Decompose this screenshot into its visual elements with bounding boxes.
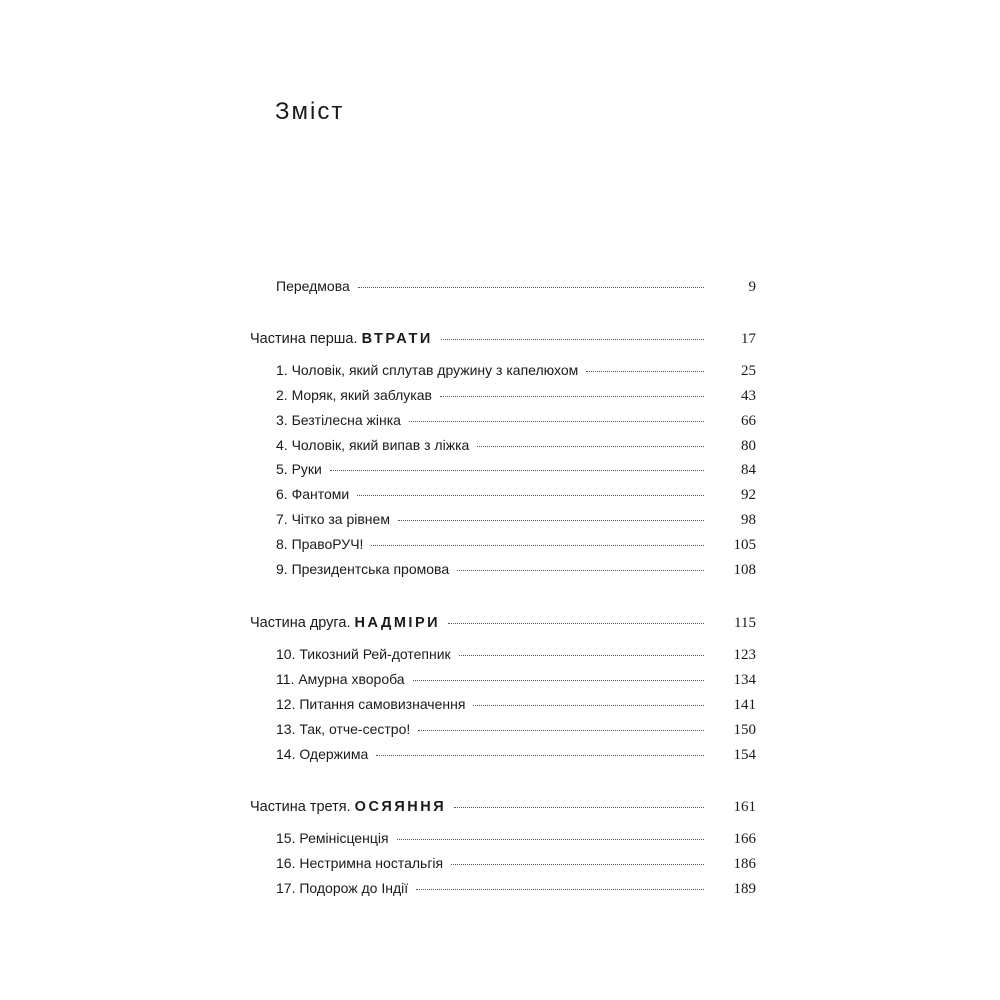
toc-page-number: 66 xyxy=(741,413,756,429)
toc-page-number: 43 xyxy=(741,388,756,404)
toc-entry-label: 7. Чітко за рівнем xyxy=(276,511,390,527)
toc-entry[interactable] xyxy=(276,746,756,764)
toc-page-number: 17 xyxy=(741,331,756,347)
dot-leader xyxy=(448,623,704,624)
toc-entry-label: 3. Безтілесна жінка xyxy=(276,412,401,428)
toc-entry[interactable] xyxy=(276,362,756,380)
toc-entry-label: 14. Одержима xyxy=(276,746,369,762)
toc-page-number: 108 xyxy=(733,562,756,578)
dot-leader xyxy=(397,839,704,840)
toc-page-number: 141 xyxy=(733,697,756,713)
dot-leader xyxy=(586,371,704,372)
toc-entry[interactable] xyxy=(276,855,756,873)
part-prefix: Частина третя. xyxy=(250,799,355,815)
toc-entry[interactable] xyxy=(276,830,756,848)
dot-leader xyxy=(357,495,704,496)
toc-entry[interactable] xyxy=(276,561,756,579)
toc-page-number: 115 xyxy=(734,615,756,631)
toc-page-number: 161 xyxy=(733,799,756,815)
toc-page-number: 150 xyxy=(733,722,756,738)
dot-leader xyxy=(477,446,704,447)
toc-entry-label: 5. Руки xyxy=(276,461,322,477)
toc-page-number: 84 xyxy=(741,462,756,478)
toc-entry[interactable] xyxy=(276,536,756,554)
dot-leader xyxy=(398,520,704,521)
toc-page-number: 98 xyxy=(741,512,756,528)
part-title: НАДМІРИ xyxy=(354,615,441,631)
toc-page-number: 154 xyxy=(733,747,756,763)
dot-leader xyxy=(418,730,704,731)
toc-page-number: 123 xyxy=(733,647,756,663)
toc-entry[interactable] xyxy=(276,437,756,455)
dot-leader xyxy=(473,705,704,706)
toc-entry[interactable] xyxy=(276,721,756,739)
dot-leader xyxy=(376,755,704,756)
toc-page-number: 80 xyxy=(741,438,756,454)
toc-entry[interactable] xyxy=(276,387,756,405)
toc-entry[interactable] xyxy=(276,646,756,664)
dot-leader xyxy=(413,680,704,681)
toc-page-number: 9 xyxy=(748,279,756,295)
toc-part-label xyxy=(250,799,446,815)
toc-part-label xyxy=(250,615,440,631)
toc-entry[interactable] xyxy=(276,880,756,898)
toc-entry-label: 10. Тикозний Рей-дотепник xyxy=(276,646,451,662)
toc-entry[interactable] xyxy=(276,696,756,714)
toc-part-1[interactable] xyxy=(250,331,756,348)
toc-part-label xyxy=(250,331,433,347)
toc-entry[interactable] xyxy=(276,486,756,504)
toc-entry-label: 17. Подорож до Індії xyxy=(276,880,409,896)
toc-page-number: 134 xyxy=(733,672,756,688)
toc-entry[interactable] xyxy=(276,412,756,430)
toc-entry-label: 4. Чоловік, який випав з ліжка xyxy=(276,437,470,453)
part-prefix: Частина друга. xyxy=(250,615,355,631)
toc-page-number: 25 xyxy=(741,363,756,379)
dot-leader xyxy=(441,339,704,340)
toc-entry-label: Передмова xyxy=(276,278,350,294)
toc-page-number: 166 xyxy=(733,831,756,847)
toc-page-number: 186 xyxy=(733,856,756,872)
toc-entry-label: 16. Нестримна ностальгія xyxy=(276,855,444,871)
dot-leader xyxy=(459,655,704,656)
toc-entry-label: 11. Амурна хвороба xyxy=(276,671,405,687)
toc-entry-label: 9. Президентська промова xyxy=(276,561,450,577)
toc-entry-label: 15. Ремінісценція xyxy=(276,830,389,846)
part-prefix: Частина перша. xyxy=(250,331,362,347)
toc-entry[interactable] xyxy=(276,671,756,689)
toc-part-2[interactable] xyxy=(250,615,756,632)
dot-leader xyxy=(457,570,704,571)
toc-entry-label: 13. Так, отче-сестро! xyxy=(276,721,411,737)
part-title: ОСЯЯННЯ xyxy=(354,799,447,815)
toc-entry-label: 6. Фантоми xyxy=(276,486,350,502)
dot-leader xyxy=(409,421,704,422)
toc-entry-label: 1. Чоловік, який сплутав дружину з капелюхом xyxy=(276,362,579,378)
toc-entry[interactable] xyxy=(276,511,756,529)
toc-entry-label: 2. Моряк, який заблукав xyxy=(276,387,432,403)
toc-page-number: 189 xyxy=(733,881,756,897)
toc-page-number: 105 xyxy=(733,537,756,553)
toc-entry[interactable] xyxy=(276,461,756,479)
toc-entry-label: 8. ПравоРУЧ! xyxy=(276,536,364,552)
dot-leader xyxy=(451,864,704,865)
dot-leader xyxy=(371,545,704,546)
page-title: Зміст xyxy=(275,98,345,125)
toc-part-3[interactable] xyxy=(250,799,756,816)
dot-leader xyxy=(416,889,704,890)
toc-entry-label: 12. Питання самовизначення xyxy=(276,696,466,712)
dot-leader xyxy=(440,396,704,397)
dot-leader xyxy=(330,470,704,471)
toc-page-number: 92 xyxy=(741,487,756,503)
part-title: ВТРАТИ xyxy=(361,331,433,347)
dot-leader xyxy=(454,807,704,808)
toc-entry-preface[interactable] xyxy=(276,278,756,296)
dot-leader xyxy=(358,287,704,288)
